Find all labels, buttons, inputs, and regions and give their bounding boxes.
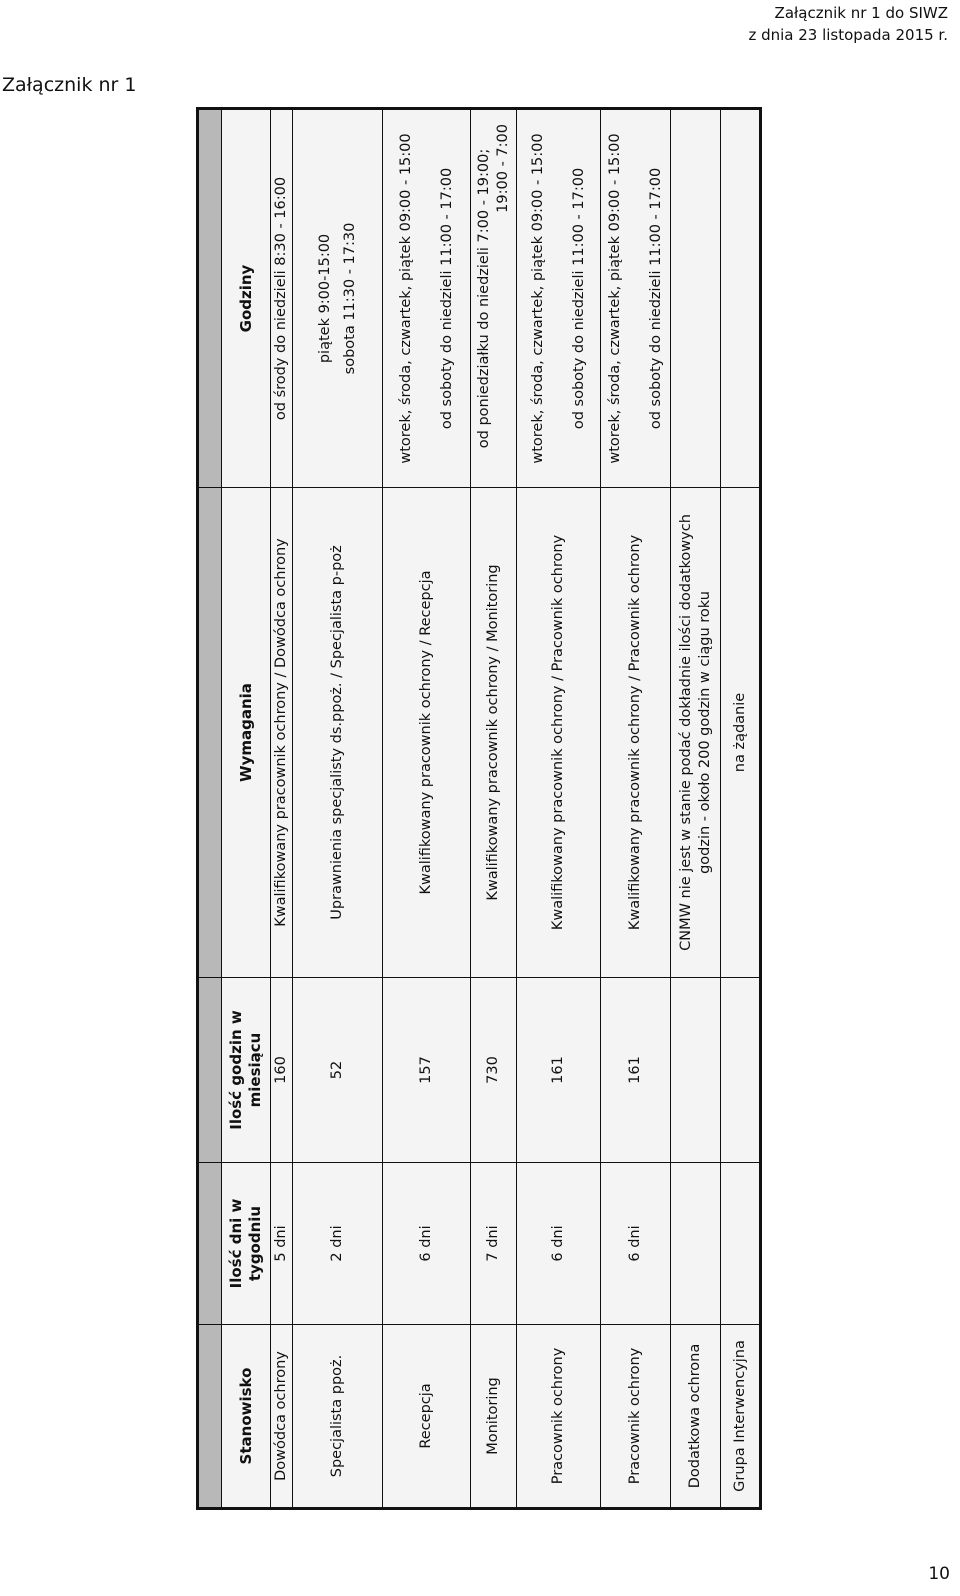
cell-hours-month: 161 (517, 978, 601, 1163)
cell-requirements: Kwalifikowany pracownik ochrony / Pracownik ochrony (517, 488, 601, 978)
security-schedule-table (196, 107, 762, 1510)
cell-hours-month (721, 978, 761, 1163)
cell-position: Pracownik ochrony (517, 1325, 601, 1509)
cell-requirements: Kwalifikowany pracownik ochrony / Dowódca ochrony (271, 488, 293, 978)
cell-hours (671, 109, 721, 488)
document-title: Załącznik nr 1 (2, 74, 137, 96)
table-row (671, 109, 721, 1509)
column-header-hours: Godziny (222, 109, 271, 488)
cell-position: Grupa Interwencyjna (721, 1325, 761, 1509)
table-header-row (222, 109, 271, 1509)
cell-position: Monitoring (471, 1325, 517, 1509)
hours-line: sobota 11:30 - 17:30 (341, 222, 358, 375)
document-header-right (748, 2, 948, 46)
cell-hours-month: 157 (383, 978, 471, 1163)
cell-hours (517, 109, 601, 488)
table-row (601, 109, 671, 1509)
annex-reference: Załącznik nr 1 do SIWZ (774, 4, 948, 22)
cell-requirements: Kwalifikowany pracownik ochrony / Pracownik ochrony (601, 488, 671, 978)
cell-position: Pracownik ochrony (601, 1325, 671, 1509)
table-row (721, 109, 761, 1509)
column-header-hours-month: Ilość godzin w miesiącu (222, 978, 271, 1163)
hours-line: od środy do niedzieli 8:30 - 16:00 (273, 176, 289, 421)
cell-hours (383, 109, 471, 488)
cell-hours (721, 109, 761, 488)
hours-line: od poniedziałku do niedzieli 7:00 - 19:00; (475, 148, 492, 449)
cell-requirements: Uprawnienia specjalisty ds.ppoż. / Specjalista p-poż (293, 488, 383, 978)
table-row (271, 109, 293, 1509)
table-top-band (198, 109, 222, 1509)
cell-days: 6 dni (517, 1163, 601, 1325)
hours-line: wtorek, środa, czwartek, piątek 09:00 - 15:00 (397, 133, 414, 464)
table-row (293, 109, 383, 1509)
column-header-position: Stanowisko (222, 1325, 271, 1509)
cell-requirements: Kwalifikowany pracownik ochrony / Recepcja (383, 488, 471, 978)
cell-hours-month: 730 (471, 978, 517, 1163)
cell-days: 5 dni (271, 1163, 293, 1325)
cell-position: Dowódca ochrony (271, 1325, 293, 1509)
cell-hours (271, 109, 293, 488)
cell-days (721, 1163, 761, 1325)
cell-hours (293, 109, 383, 488)
cell-hours-month: 161 (601, 978, 671, 1163)
cell-requirements: Kwalifikowany pracownik ochrony / Monitoring (471, 488, 517, 978)
cell-hours-month: 160 (271, 978, 293, 1163)
rotated-table-wrapper (196, 110, 759, 1510)
cell-position: Specjalista ppoż. (293, 1325, 383, 1509)
hours-line: wtorek, środa, czwartek, piątek 09:00 - 15:00 (529, 133, 546, 464)
table-row (517, 109, 601, 1509)
cell-days (671, 1163, 721, 1325)
cell-days: 6 dni (383, 1163, 471, 1325)
column-header-requirements: Wymagania (222, 488, 271, 978)
cell-days: 7 dni (471, 1163, 517, 1325)
cell-hours-month (671, 978, 721, 1163)
cell-days: 6 dni (601, 1163, 671, 1325)
cell-requirements: CNMW nie jest w stanie podać dokładnie ilości dodatkowych godzin - około 200 godzin w ciągu roku (671, 488, 721, 978)
cell-requirements: na żądanie (721, 488, 761, 978)
cell-position: Recepcja (383, 1325, 471, 1509)
cell-position: Dodatkowa ochrona (671, 1325, 721, 1509)
hours-line: od soboty do niedzieli 11:00 - 17:00 (438, 167, 455, 430)
page-number: 10 (928, 1564, 950, 1584)
hours-line: 19:00 - 7:00 (494, 124, 511, 213)
cell-days: 2 dni (293, 1163, 383, 1325)
hours-line: wtorek, środa, czwartek, piątek 09:00 - 15:00 (606, 133, 623, 464)
table-row (471, 109, 517, 1509)
column-header-days: Ilość dni w tygodniu (222, 1163, 271, 1325)
hours-line: od soboty do niedzieli 11:00 - 17:00 (570, 167, 587, 430)
table-row (383, 109, 471, 1509)
hours-line: od soboty do niedzieli 11:00 - 17:00 (647, 167, 664, 430)
cell-hours (601, 109, 671, 488)
cell-hours-month: 52 (293, 978, 383, 1163)
cell-hours (471, 109, 517, 488)
hours-line: piątek 9:00-15:00 (316, 233, 333, 364)
annex-date: z dnia 23 listopada 2015 r. (748, 26, 948, 44)
